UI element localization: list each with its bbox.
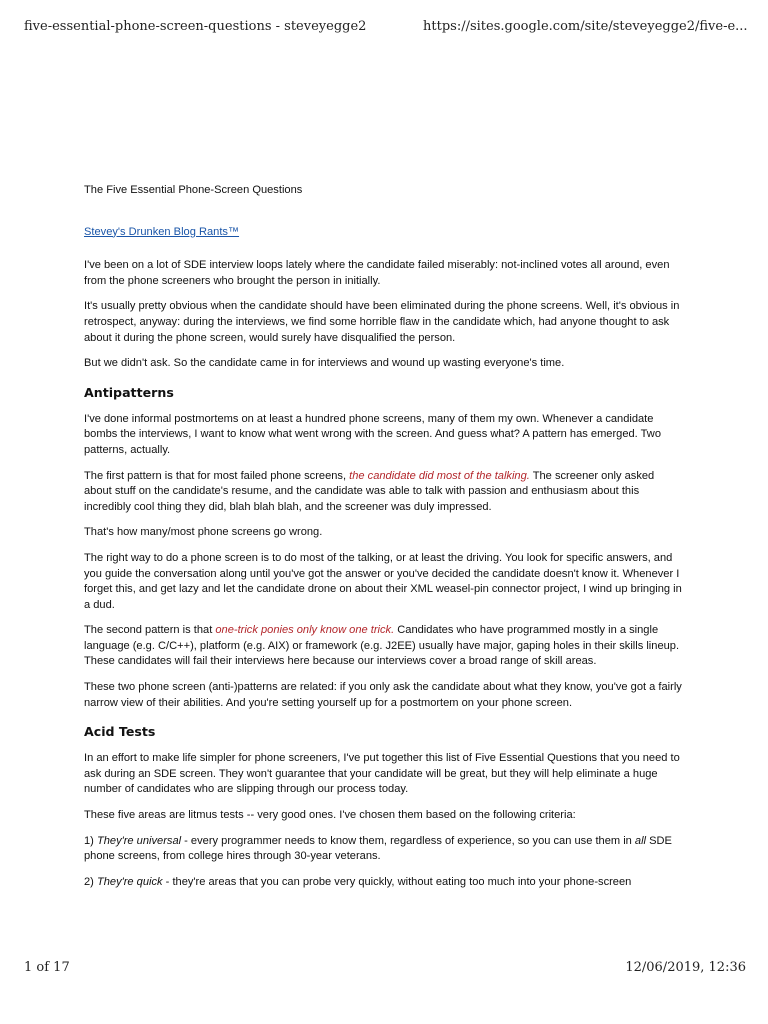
paragraph (84, 623, 684, 670)
intro-paragraph: I've been on a lot of SDE interview loops lately where the candidate failed miserably: not-inclined votes all around, even from the phone screeners who brought the person in initially. (84, 259, 670, 287)
paragraph: That's how many/most phone screens go wrong. (84, 526, 323, 539)
item-emphasis: They're quick (96, 875, 163, 888)
text-run: SDE phone screens, from college hires through 30-year veterans. (84, 834, 672, 863)
text-run: The second pattern is that (84, 624, 216, 637)
item-emphasis: all (634, 834, 647, 847)
paragraph: These five areas are litmus tests -- very good ones. I've chosen them based on the following criteria: (84, 809, 576, 822)
paragraph: The right way to do a phone screen is to do most of the talking, or at least the driving. You look for specific answers, and you guide the conversation along until you've got the answer or you've decided the candidate doesn't know it. Whenever I forget this, and get lazy and let the candidate drone on about their XML weasel-pin connector project, I wind up bringing in a dud. (84, 551, 682, 611)
document-body (84, 183, 684, 900)
criteria-item (84, 875, 684, 891)
item-number: 1) (84, 834, 97, 847)
item-emphasis: They're universal (96, 834, 182, 847)
highlighted-phrase: one-trick ponies only know one trick. (215, 624, 395, 637)
text-run: The first pattern is that for most failed phone screens, (84, 469, 350, 482)
page-header-url: https://sites.google.com/site/steveyegge2/five-e... (423, 19, 748, 34)
intro-paragraph: But we didn't ask. So the candidate came in for interviews and wound up wasting everyone's time. (84, 357, 565, 370)
print-datetime: 12/06/2019, 12:36 (625, 960, 746, 975)
paragraph (84, 469, 684, 516)
intro-paragraph: It's usually pretty obvious when the candidate should have been eliminated during the phone screens. Well, it's obvious in retrospect, anyway: during the interviews, we find some horrible flaw in the candidate which, had anyone thought to ask about it during the phone screen, would surely have disqualified the person. (84, 300, 680, 344)
text-run: The screener only asked about stuff on the candidate's resume, and the candidate was able to talk with passion and enthusiasm about this incredibly cool thing they did, blah blah blah, and the screener was duly impressed. (84, 469, 655, 513)
page-number: 1 of 17 (24, 960, 70, 975)
page-header-title: five-essential-phone-screen-questions - steveyegge2 (24, 19, 367, 34)
text-run: - every programmer needs to know them, regardless of experience, so you can use them in (181, 834, 635, 847)
text-run: Candidates who have programmed mostly in a single language (e.g. C/C++), platform (e.g. AIX) or framework (e.g. J2EE) usually have major, gaping holes in their skills lineup. These candidates will fail their interviews here because our interviews cover a broad range of skill areas. (84, 624, 680, 668)
text-run: - they're areas that you can probe very quickly, without eating too much into your phone-screen (162, 875, 632, 888)
highlighted-phrase: the candidate did most of the talking. (349, 469, 530, 482)
section-heading-antipatterns: Antipatterns (84, 384, 174, 400)
item-number: 2) (84, 875, 97, 888)
paragraph: I've done informal postmortems on at least a hundred phone screens, many of them my own. Whenever a candidate bombs the interviews, I want to know what went wrong with the screen. And guess what? A pattern has emerged. Two patterns, actually. (84, 412, 661, 456)
paragraph: These two phone screen (anti-)patterns are related: if you only ask the candidate about what they know, you've got a fairly narrow view of their abilities. And you're setting yourself up for a postmortem on your phone screen. (84, 681, 682, 709)
criteria-item (84, 834, 684, 865)
section-heading-acid-tests: Acid Tests (84, 724, 156, 740)
document-title: The Five Essential Phone-Screen Questions (84, 184, 303, 196)
blog-link[interactable]: Stevey's Drunken Blog Rants™ (84, 225, 240, 238)
paragraph: In an effort to make life simpler for phone screeners, I've put together this list of Five Essential Questions that you need to ask during an SDE screen. They won't guarantee that your candidate will be great, but they will help eliminate a huge number of candidates who are slipping through our process today. (84, 752, 680, 796)
